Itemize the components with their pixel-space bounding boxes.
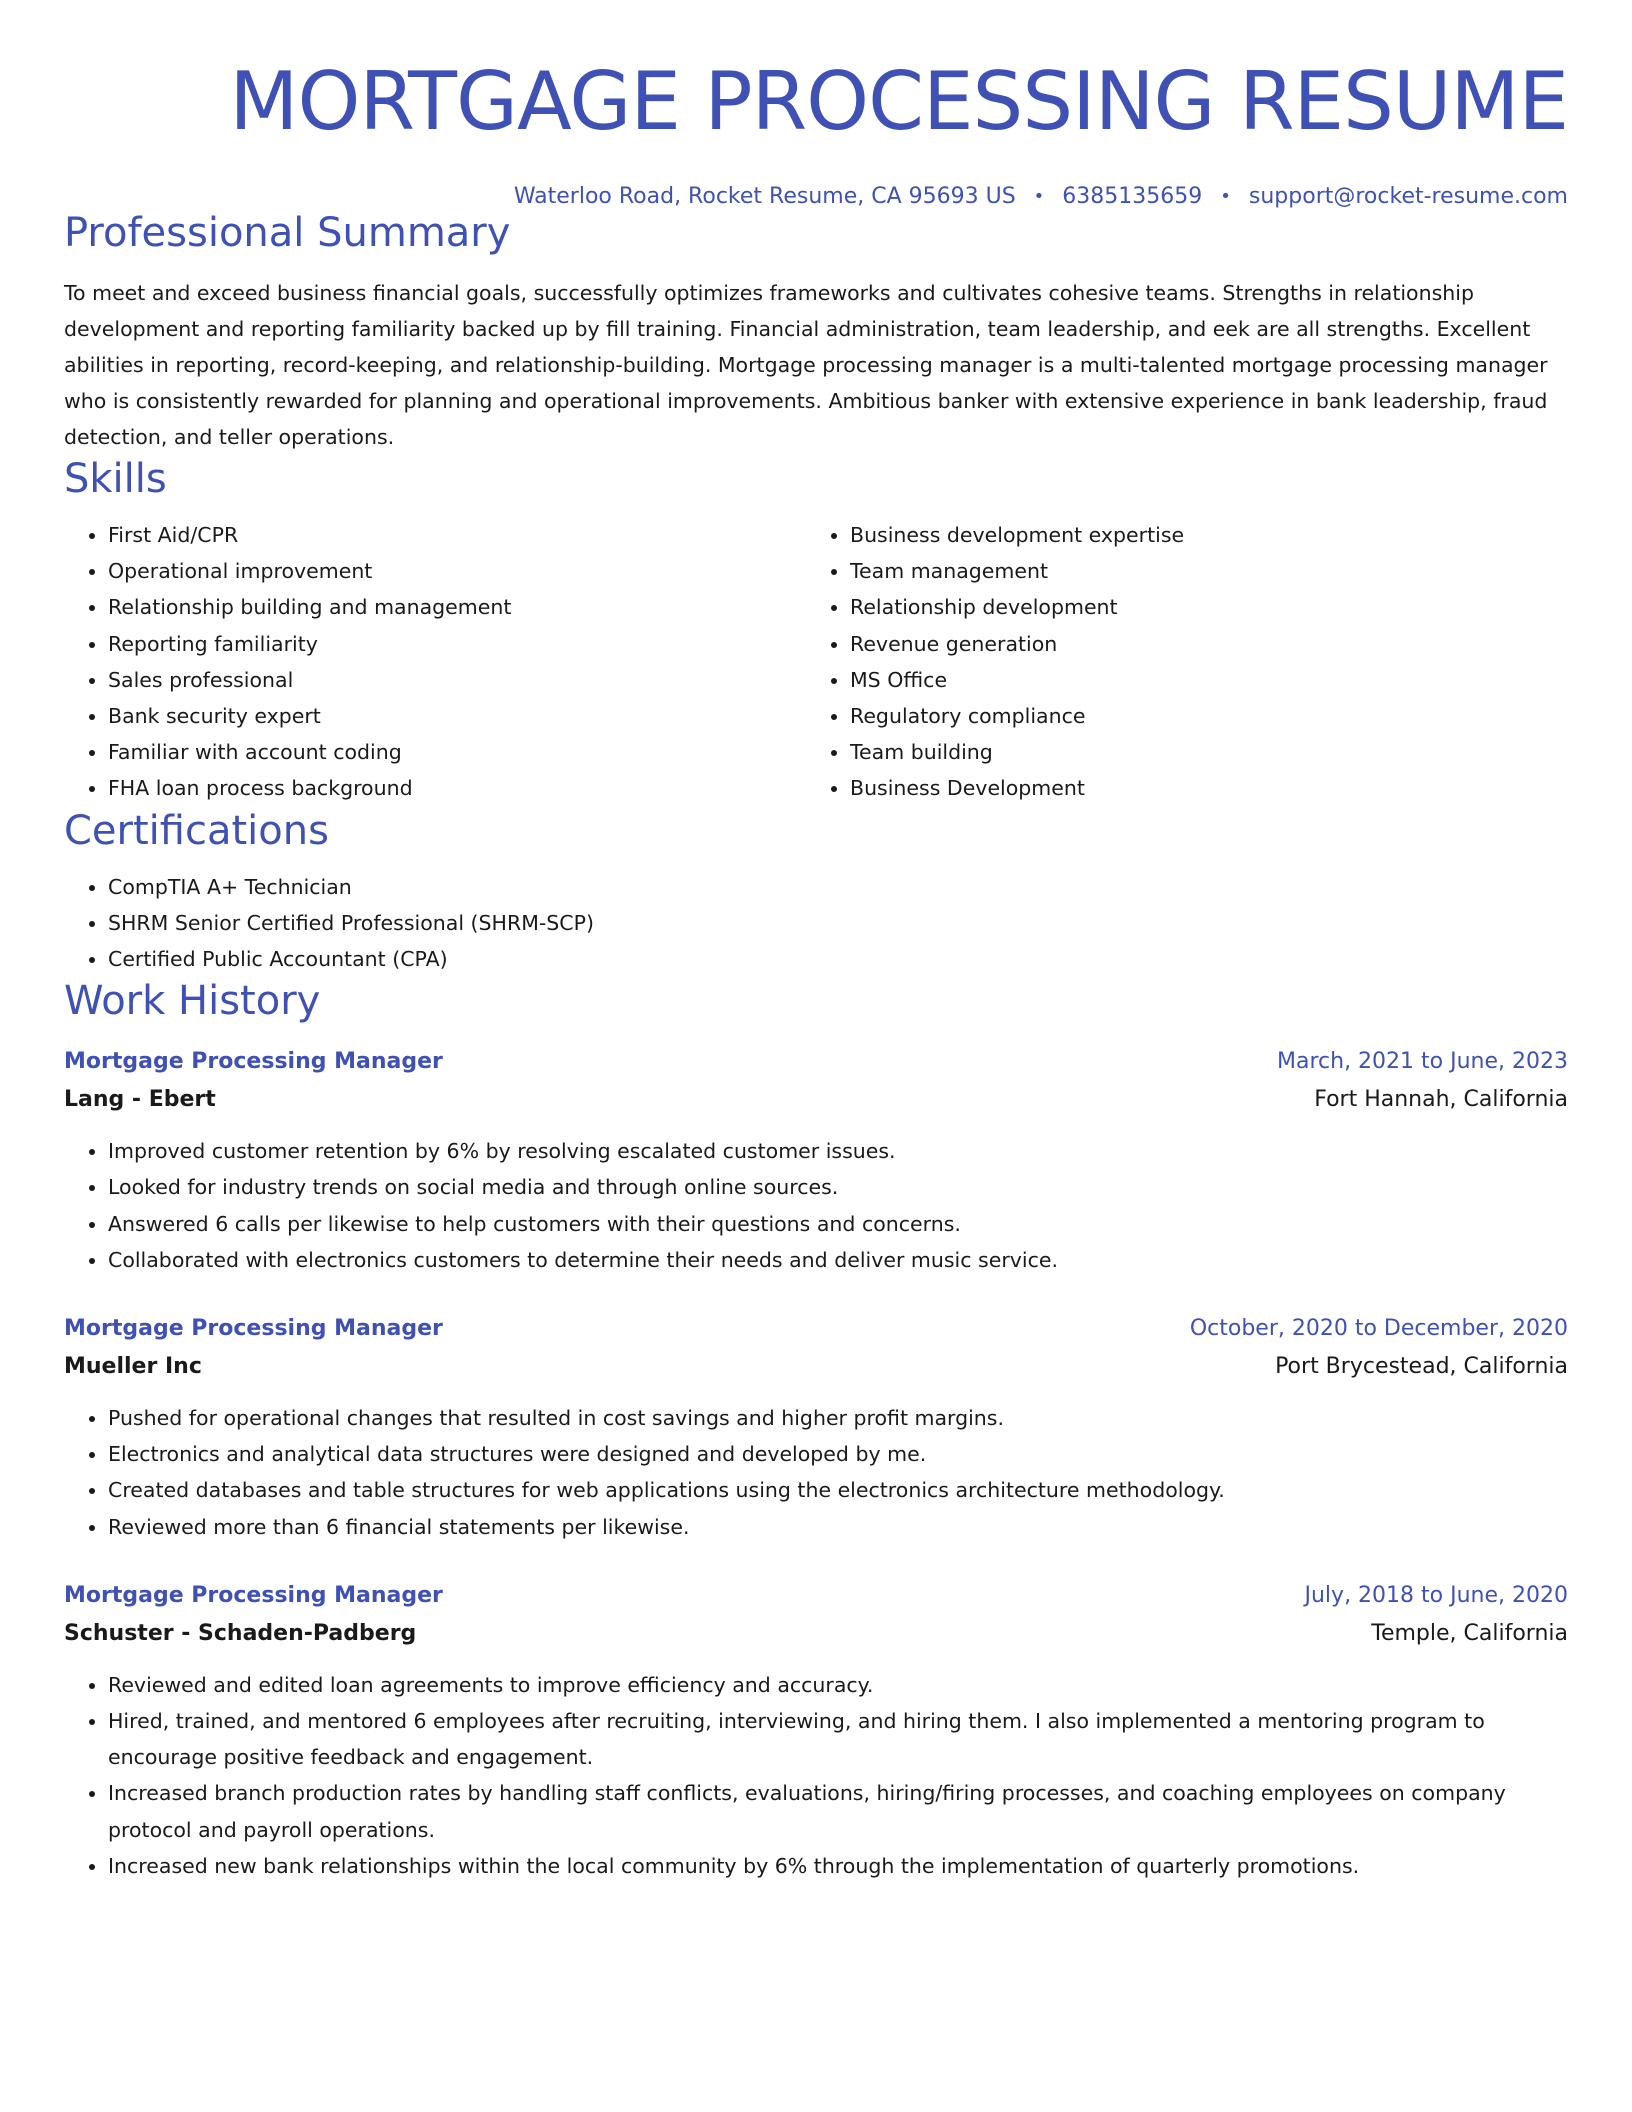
contact-email: support@rocket-resume.com — [1248, 184, 1568, 209]
job-company-row — [64, 1081, 1568, 1119]
skill-item: • Team management — [850, 553, 1548, 589]
certification-item: • SHRM Senior Certified Professional (SHRM-SCP) — [108, 905, 1568, 941]
skills-grid — [64, 517, 1568, 807]
summary-heading: Professional Summary — [64, 210, 511, 256]
skill-item: • Sales professional — [108, 662, 806, 698]
skill-item: • Operational improvement — [108, 553, 806, 589]
resume-header — [64, 0, 1568, 209]
skill-item: • Familiar with account coding — [108, 734, 806, 770]
job-bullets — [64, 1400, 1568, 1545]
job-entry — [64, 1310, 1568, 1545]
job-company-row — [64, 1348, 1568, 1386]
skill-item: • Reporting familiarity — [108, 626, 806, 662]
job-company-row — [64, 1615, 1568, 1653]
contact-address: Waterloo Road, Rocket Resume, CA 95693 US — [513, 184, 1016, 209]
skills-heading: Skills — [64, 456, 167, 502]
skill-item: • Business Development — [850, 770, 1548, 806]
job-title-row — [64, 1043, 1568, 1081]
job-entry — [64, 1577, 1568, 1884]
skill-item: • Regulatory compliance — [850, 698, 1548, 734]
resume-title: MORTGAGE PROCESSING RESUME — [229, 55, 1568, 148]
summary-text: To meet and exceed business financial goals, successfully optimizes frameworks and cultivates cohesive teams. Strengths in relationship development and reporting familiarity backed up by fill training. Financial administration, team leadership, and eek are all strengths. Excellent abilities in reporting, record-keeping, and relationship-building. Mortgage processing manager is a multi-talented mortgage processing manager who is consistently rewarded for planning and operational improvements. Ambitious banker with extensive experience in bank leadership, fraud detection, and teller operations. — [64, 281, 1548, 449]
skill-item: • Bank security expert — [108, 698, 806, 734]
contact-separator: • — [1033, 186, 1045, 207]
skills-column-left — [64, 517, 806, 807]
job-entry — [64, 1043, 1568, 1278]
job-dates: July, 2018 to June, 2020 — [1304, 1582, 1568, 1608]
skill-item: • Relationship development — [850, 589, 1548, 625]
certifications-list — [64, 869, 1568, 978]
job-bullet: • Increased new bank relationships within the local community by 6% through the implementation of quarterly promotions. — [108, 1848, 1568, 1884]
job-bullet: • Electronics and analytical data structures were designed and developed by me. — [108, 1436, 1568, 1472]
job-title-row — [64, 1577, 1568, 1615]
job-bullet: • Pushed for operational changes that resulted in cost savings and higher profit margins. — [108, 1400, 1568, 1436]
work-history-heading: Work History — [64, 978, 321, 1025]
job-title: Mortgage Processing Manager — [64, 1582, 443, 1608]
job-bullet: • Improved customer retention by 6% by resolving escalated customer issues. — [108, 1133, 1568, 1169]
skills-list-right — [806, 517, 1548, 807]
job-company: Mueller Inc — [64, 1354, 202, 1380]
job-location: Port Brycestead, California — [1275, 1354, 1568, 1380]
job-company: Lang - Ebert — [64, 1087, 216, 1113]
skill-item: • Revenue generation — [850, 626, 1548, 662]
job-title: Mortgage Processing Manager — [64, 1316, 443, 1342]
skill-item: • Relationship building and management — [108, 589, 806, 625]
certification-item: • CompTIA A+ Technician — [108, 869, 1568, 905]
contact-line — [64, 184, 1568, 209]
job-company: Schuster - Schaden-Padberg — [64, 1620, 417, 1646]
job-bullet: • Reviewed more than 6 financial statements per likewise. — [108, 1509, 1568, 1545]
job-title-row — [64, 1310, 1568, 1348]
job-bullet: • Hired, trained, and mentored 6 employees after recruiting, interviewing, and hiring them. I also implemented a mentoring program to encourage positive feedback and engagement. — [108, 1703, 1568, 1775]
skills-list-left — [64, 517, 806, 807]
skill-item: • MS Office — [850, 662, 1548, 698]
certification-item: • Certified Public Accountant (CPA) — [108, 941, 1568, 977]
skill-item: • Team building — [850, 734, 1548, 770]
job-dates: October, 2020 to December, 2020 — [1189, 1316, 1568, 1342]
job-location: Fort Hannah, California — [1314, 1087, 1568, 1113]
certifications-heading: Certifications — [64, 807, 329, 854]
skill-item: • First Aid/CPR — [108, 517, 806, 553]
job-bullet: • Increased branch production rates by handling staff conflicts, evaluations, hiring/firing processes, and coaching employees on company protocol and payroll operations. — [108, 1775, 1568, 1847]
job-dates: March, 2021 to June, 2023 — [1277, 1049, 1568, 1075]
job-bullet: • Answered 6 calls per likewise to help customers with their questions and concerns. — [108, 1206, 1568, 1242]
job-bullets — [64, 1667, 1568, 1884]
job-bullet: • Created databases and table structures for web applications using the electronics architecture methodology. — [108, 1472, 1568, 1508]
job-bullet: • Reviewed and edited loan agreements to improve efficiency and accuracy. — [108, 1667, 1568, 1703]
job-bullet: • Looked for industry trends on social media and through online sources. — [108, 1169, 1568, 1205]
contact-separator: • — [1220, 186, 1231, 207]
skills-column-right — [806, 517, 1548, 807]
job-title: Mortgage Processing Manager — [64, 1049, 443, 1075]
skill-item: • Business development expertise — [850, 517, 1548, 553]
contact-phone: 6385135659 — [1062, 184, 1203, 209]
resume-page — [64, 0, 1568, 1884]
job-bullet: • Collaborated with electronics customers to determine their needs and deliver music service. — [108, 1242, 1568, 1278]
skill-item: • FHA loan process background — [108, 770, 806, 806]
job-bullets — [64, 1133, 1568, 1278]
job-location: Temple, California — [1371, 1620, 1568, 1646]
